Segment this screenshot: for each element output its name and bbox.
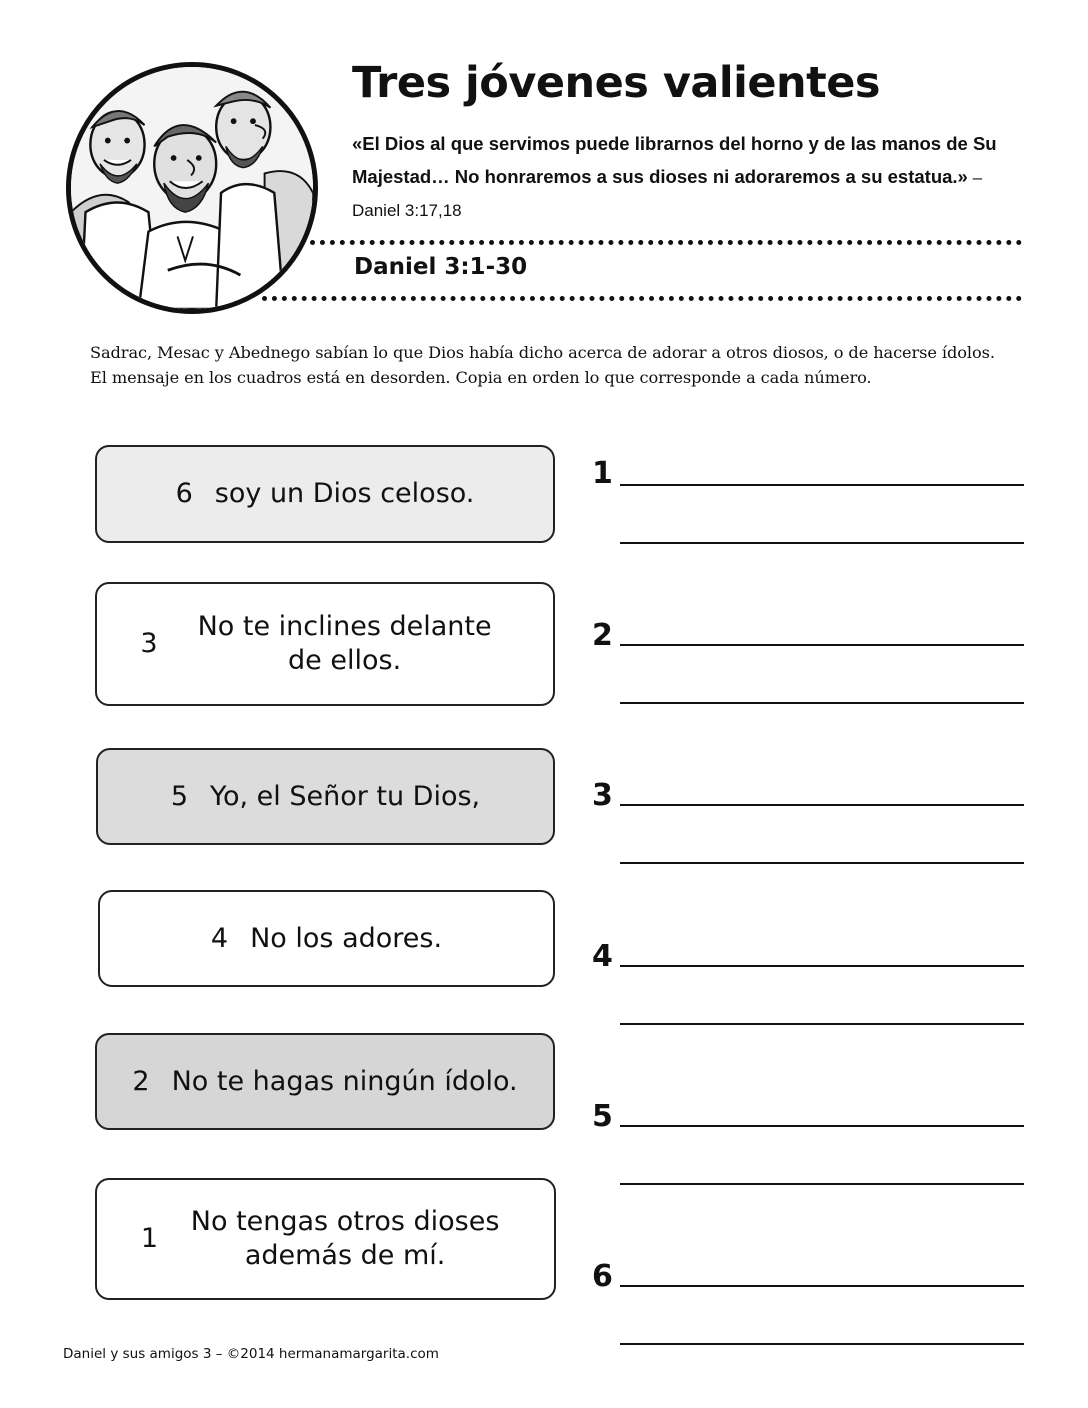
- answer-line[interactable]: [620, 1183, 1024, 1185]
- three-men-drawing: [71, 67, 313, 309]
- passage-reference: Daniel 3:1-30: [354, 254, 528, 280]
- message-box-text: Yo, el Señor tu Dios,: [210, 780, 481, 812]
- message-box-text: No tengas otros dioses además de mí.: [190, 1206, 500, 1271]
- answer-row-number: 5: [592, 1099, 613, 1134]
- message-box: [98, 890, 555, 987]
- message-box: [95, 582, 555, 706]
- quote-text: «El Dios al que servimos puede librarnos del horno y de las manos de Su Majestad… No honraremos a sus dioses ni adoraremos a su estatua.»: [352, 133, 997, 187]
- message-box-number: 3: [140, 628, 158, 659]
- answer-row-number: 3: [592, 778, 613, 813]
- scripture-quote: [352, 128, 1012, 228]
- answer-line[interactable]: [620, 862, 1024, 864]
- message-box-number: 6: [175, 478, 193, 509]
- message-box-number: 1: [140, 1223, 159, 1254]
- answer-line[interactable]: [620, 1023, 1024, 1025]
- answer-line[interactable]: [620, 804, 1024, 806]
- message-box-text: No te hagas ningún ídolo.: [171, 1065, 518, 1097]
- answer-line[interactable]: [620, 1343, 1024, 1345]
- message-box-number: 2: [132, 1065, 150, 1097]
- instructions-line-1: Sadrac, Mesac y Abednego sabían lo que Dios había dicho acerca de adorar a otros diosos, o de hacerse ídolos.: [90, 343, 995, 362]
- answer-line[interactable]: [620, 644, 1024, 646]
- illustration-three-young-men: [66, 62, 318, 314]
- message-box: [95, 1178, 556, 1300]
- answer-line[interactable]: [620, 484, 1024, 486]
- answer-line[interactable]: [620, 702, 1024, 704]
- instructions: [90, 340, 1040, 390]
- answer-row-number: 2: [592, 618, 613, 653]
- message-box: [95, 1033, 555, 1130]
- worksheet-title: Tres jóvenes valientes: [352, 58, 880, 108]
- answer-line[interactable]: [620, 1285, 1024, 1287]
- message-box-number: 4: [210, 922, 229, 954]
- answer-row-number: 6: [592, 1259, 613, 1294]
- message-box-text: No los adores.: [250, 922, 443, 954]
- message-box-text: soy un Dios celoso.: [214, 478, 475, 509]
- message-box-number: 5: [170, 780, 189, 812]
- answer-row-number: 1: [592, 456, 613, 491]
- quote-reference: –Daniel 3:17,18: [352, 167, 983, 220]
- answer-line[interactable]: [620, 1125, 1024, 1127]
- answer-line[interactable]: [620, 965, 1024, 967]
- instructions-line-2: El mensaje en los cuadros está en desorden. Copia en orden lo que corresponde a cada número.: [90, 368, 872, 387]
- dotted-divider-bottom: [262, 296, 1022, 301]
- answer-line[interactable]: [620, 542, 1024, 544]
- message-box: [96, 748, 555, 845]
- message-box: [95, 445, 555, 543]
- footer-credit: Daniel y sus amigos 3 – ©2014 hermanamargarita.com: [63, 1346, 439, 1362]
- dotted-divider-top: [310, 240, 1022, 245]
- answer-row-number: 4: [592, 939, 613, 974]
- message-box-text: No te inclines delante de ellos.: [197, 611, 492, 676]
